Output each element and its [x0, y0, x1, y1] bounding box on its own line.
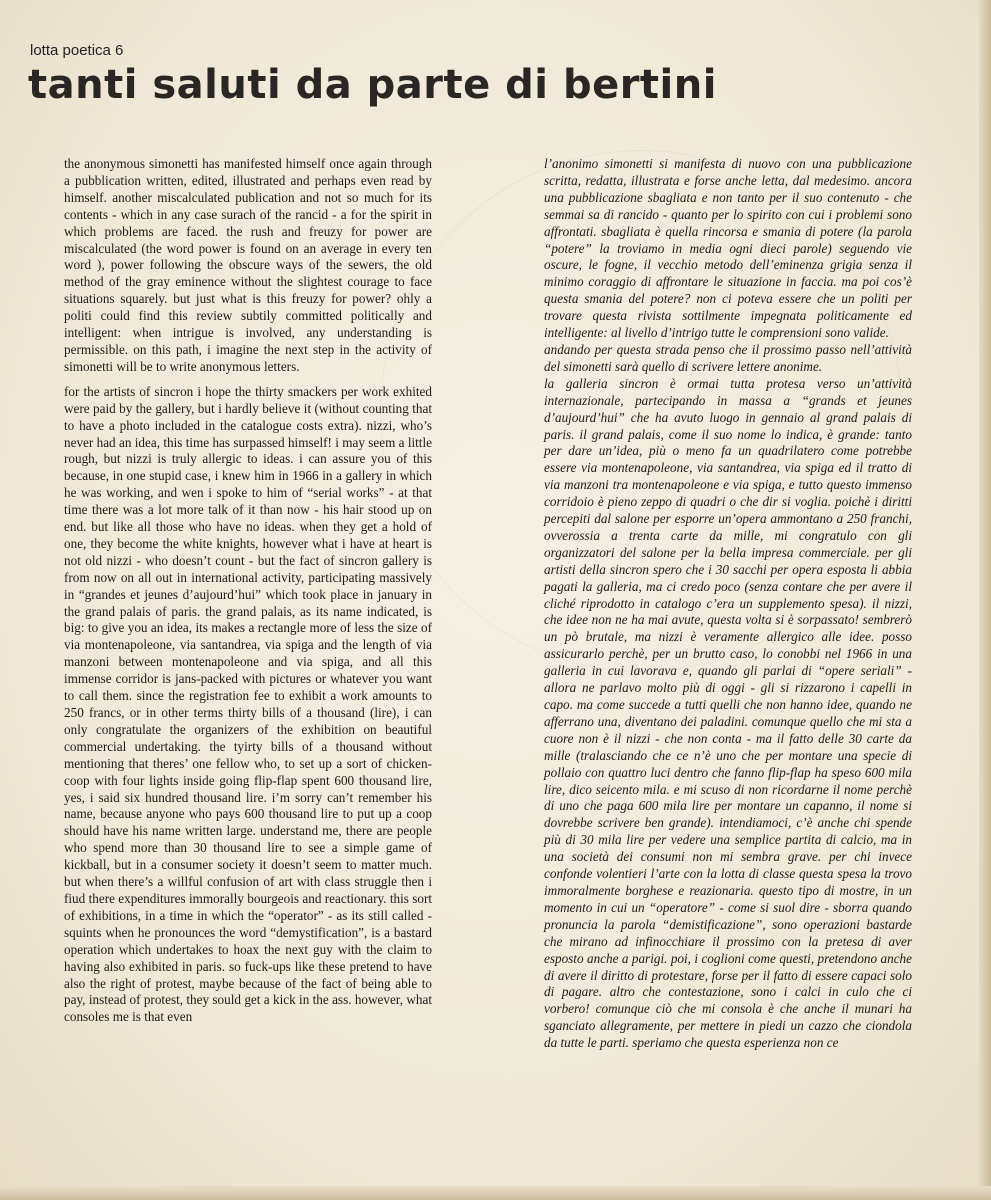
italian-paragraph: l’anonimo simonetti si manifesta di nuovo con una pubblicazione scritta, redatta, illustrata e forse anche letta, dal medesimo. ancora una pubblicazione sbagliata e non tanto per il suo contenuto - che semmai sa di rancido - quanto per lo spirito con cui i problemi sono affrontati. sbagliata è quella rincorsa e smania di potere (la parola “potere” la troviamo in media ogni dieci parole) seguendo vie oscure, le fogne, il vecchio metodo dell’eminenza grigia senza il minimo coraggio di affrontare le situazione in faccia. ma poi cos’è questa smania del potere? non ci poteva essere che un politi per trovare questa rivista sottilmente impegnata politicamente ed intelligente: al livello d’intrigo tutte le comprensioni sono valide.	[544, 156, 912, 341]
series-label: lotta poetica 6	[30, 42, 124, 59]
italian-paragraph: la galleria sincron è ormai tutta protesa verso un’attività internazionale, partecipando in massa a “grands et jeunes d’aujourd’hui” che ha avuto luogo in gennaio al grand palais di paris. il grand palais, come il suo nome lo indica, è grande: tanto per dare un’idea, più o meno fa un quadrilatero come potrebbe essere via montenapoleone, via santandrea, via spiga ed il tratto di via manzoni tra montenapoleone e via spiga, e tutto questo immenso corridoio è pieno zeppo di quadri o che dir si voglia. poichè i diritti percepiti dal salone per esporre un’opera ammontano a 250 franchi, ovverossia a trenta carte da mille, mi congratulo con gli organizzatori del salone per la bella impresa commerciale. per gli artisti della sincron spero che i 30 sacchi per opera esposta li abbia pagati la galleria, ma ci credo poco (senza contare che per avere il cliché riprodotto in catalogo c’era un supplemento spesa). il nizzi, che idee non ne ha mai avute, questa volta si è sorpassato! sembrerò un pò brutale, ma nizzi è veramente allergico alle idee. posso assicurarlo perchè, per un brutto caso, lo conobbi nel 1966 in una galleria in cui lavorava e, quando gli parlai di “opere seriali” - allora ne parlavo molto più di oggi - gli si rizzarono i capelli in capo. ma come succede a tutti quelli che non hanno idee, quando ne afferrano una, diventano dei paladini. comunque quello che mi sta a cuore non è il nizzi - che non conta - ma il fatto delle 30 carte da mille (tralasciando che ce n’è uno che per montare una specie di pollaio con quattro luci dentro che fanno flip-flap ha speso 600 mila lire, dico seicento mila. e mi scuso di non ricordarne il nome perchè di uno che paga 600 mila lire per montare un capanno, il nome si dovrebbe scrivere ben grande). intendiamoci, c’è anche chi spende più di 30 mila lire per vedere una semplice partita di calcio, ma in una società dei consumi non mi sembra grave. per chi invece confonde volentieri l’arte con la lotta di classe questa spesa la trovo immoralmente borghese e reazionaria. questo tipo di mostre, in un momento in cui un “operatore” - come si suol dire - sborra quando pronuncia la parola “demistificazione”, sono operazioni bastarde che mirano ad infinocchiare il prossimo con la pretesa di aver esposto anche a parigi. poi, i coglioni come questi, pretendono anche di avere il diritto di protestare, forse per il fatto di essere capaci solo di pagare. altro che contestazione, sono i calci in culo che ci vorbero! comunque ciò che mi consola è che anche il munari ha sganciato allegramente, per mettere in piedi un cazzo che ciondola da tutte le parti. speriamo che questa esperienza non ce	[544, 375, 912, 1051]
page-edge-right	[979, 0, 991, 1200]
page-title: tanti saluti da parte di bertini	[28, 62, 717, 108]
english-paragraph: the anonymous simonetti has manifested himself once again through a pubblication written, edited, illustrated and perhaps even read by himself. another miscalculated publication and not so much for its contents - which in any case surach of the rancid - a for the spirit in which problems are faced. the rush and freuzy for power are miscalculated (the word power is found on an average in every ten word ), power following the obscure ways of the sewers, the old method of the gray eminence without the slightest courage to face situations squarely. but just what is this freuzy for power? ohly a politi could find this review subtily committed politically and intelligent: when intrigue is involved, any understanding is permissible. on this path, i imagine the next step in the activity of simonetti will be to write anonymous letters.	[64, 156, 432, 374]
english-column	[64, 156, 432, 1026]
page-edge-bottom	[0, 1186, 991, 1200]
italian-paragraph: andando per questa strada penso che il prossimo passo nell’attività del simonetti sarà quello di scrivere lettere anonime.	[544, 341, 912, 374]
italian-column	[544, 156, 912, 1052]
english-paragraph: for the artists of sincron i hope the thirty smackers per work exhited were paid by the gallery, but i hardly believe it (without counting that to have a photo included in the catalogue costs extra). nizzi, who’s never had an idea, this time has surpassed himself! i may seem a little rough, but nizzi is truly allergic to ideas. i can assure you of this because, in one stupid case, i knew him in 1966 in a gallery in which he was working, and wen i spoke to him of “serial works” - at that time there was a lot more talk of it than now - his hair stood up on end. but like all those who have no ideas. when they get a hold of one, they become the white knights, however what i have at heart is not old nizzi - who doesn’t count - but the fact of sincron gallery is from now on all out in international activity, participating massively in “grandes et jeunes d’aujourd’hui” which took place in january in the grand palais of paris. the grand palais, as its name indicated, is big: to give you an idea, its makes a rectangle more of less the size of via montenapoleone, via santandrea, via spiga and the length of via manzoni between montenapoleone and via spiga, and all this immense corridor is jans-packed with pictures or whatever you want to call them. since the registration fee to exhibit a work amounts to 250 francs, or in other terms thirty bills of a thousand (lire), i can only congratulate the organizers of the exhibition on beautiful commercial undertaking. the tyirty bills of a thousand without mentioning that theres’ one fellow who, to set up a sort of chicken-coop with four lights inside going flip-flap spent 600 thousand lire, yes, i said six hundred thousand lire. i’m sorry can’t remember his name, because anyone who pays 600 thousand lire to put up a coop should have his name written large. understand me, there are people who spend more than 30 thousand lire to see a simple game of kickball, but in a consumer society it doesn’t seem to matter much. but when there’s a willful confusion of art with class struggle then i fiud there expenditures immorally bourgeois and reactionary. this sort of exhibitions, in a time in which the “operator” - as its still called - squints when he pronounces the word “demystification”, is a bastard operation which undertakes to hoax the next guy with the claim to having also exhibited in paris. so fuck-ups like these pretend to have also the right of protest, maybe because of the fact of being able to pay, instead of protest, they sould get a kick in the ass. however, what consoles me is that even	[64, 383, 432, 1025]
